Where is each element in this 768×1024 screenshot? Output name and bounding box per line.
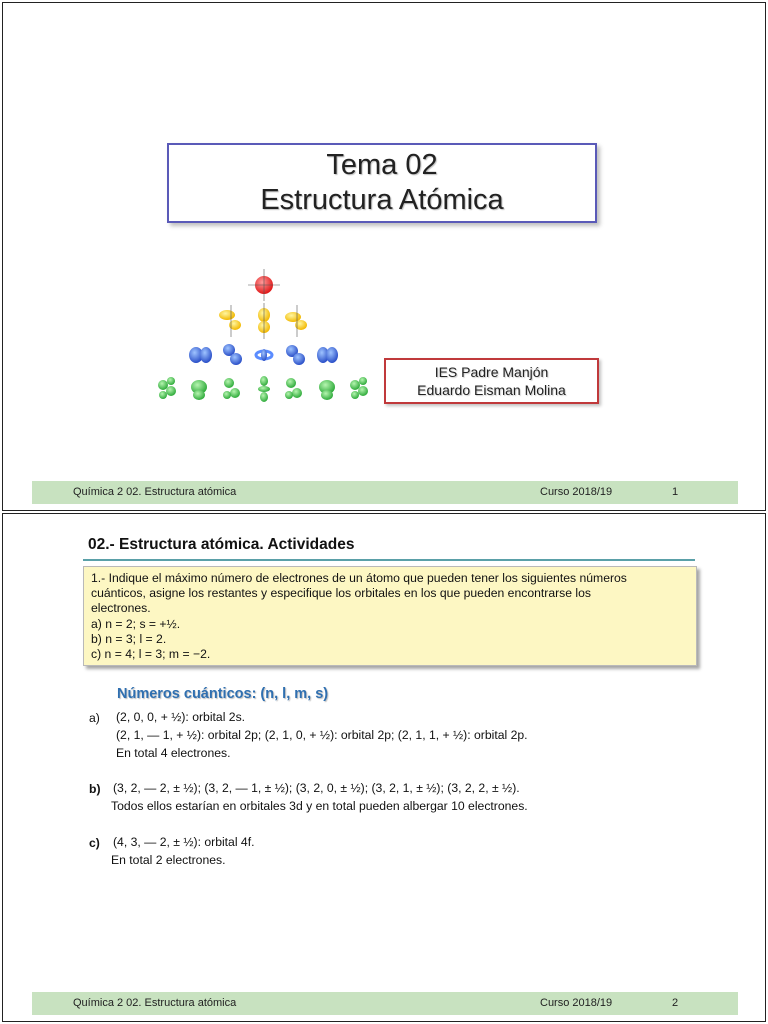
answer-a-line-2: (2, 1, — 1, + ½): orbital 2p; (2, 1, 0, + ½): orbital 2p; (2, 1, 1, + ½): orbital 2p. <box>116 728 528 742</box>
author-box <box>384 358 599 404</box>
question-line: 1.- Indique el máximo número de electrones de un átomo que pueden tener los siguientes números <box>91 571 627 585</box>
footer-subject: Química 2 02. Estructura atómica <box>73 997 237 1009</box>
footer-course: Curso 2018/19 <box>540 486 613 498</box>
d-orbitals <box>189 344 338 365</box>
slide-1 <box>2 2 766 511</box>
answer-b-line-1: (3, 2, — 2, ± ½); (3, 2, — 1, ± ½); (3, 2, 0, ± ½); (3, 2, 1, ± ½); (3, 2, 2, ± ½). <box>113 781 520 795</box>
slide-footer <box>32 481 738 504</box>
answer-b-line-2: Todos ellos estarían en orbitales 3d y en total pueden albergar 10 electrones. <box>111 799 528 813</box>
question-line: cuánticos, asigne los restantes y especifique los orbitales en los que pueden encontrarse los <box>91 586 591 601</box>
answer-a-line-1: (2, 0, 0, + ½): orbital 2s. <box>116 710 246 724</box>
answer-a-label: a) <box>89 711 100 725</box>
title-box <box>167 143 597 223</box>
slide-heading: 02.- Estructura atómica. Actividades <box>88 536 355 553</box>
answer-b-label: b) <box>89 782 101 796</box>
answers-title: Números cuánticos: (n, l, m, s) <box>117 686 329 702</box>
p-orbitals <box>219 303 307 339</box>
title-line-2: Estructura Atómica <box>260 184 504 216</box>
answer-c-line-2: En total 2 electrones. <box>111 853 226 867</box>
slide-2 <box>2 513 766 1022</box>
author-name: Eduardo Eisman Molina <box>417 382 566 398</box>
slide-footer <box>32 992 738 1015</box>
title-line-1: Tema 02 <box>326 149 438 181</box>
s-orbital <box>248 269 280 301</box>
question-line: electrones. <box>91 601 151 616</box>
question-item-b: b) n = 3; l = 2. <box>91 631 167 646</box>
footer-page-number: 2 <box>672 997 679 1009</box>
footer-page-number: 1 <box>672 486 679 498</box>
heading-rule <box>83 559 695 561</box>
question-box <box>83 566 697 666</box>
answer-c-label: c) <box>89 836 100 850</box>
answer-c-line-1: (4, 3, — 2, ± ½): orbital 4f. <box>113 835 255 849</box>
school-name: IES Padre Manjón <box>434 364 549 380</box>
footer-subject: Química 2 02. Estructura atómica <box>73 486 237 498</box>
f-orbitals <box>158 376 368 402</box>
question-item-a: a) n = 2; s = +½. <box>91 616 181 631</box>
footer-course: Curso 2018/19 <box>540 997 613 1009</box>
atomic-orbitals-illustration <box>151 265 381 410</box>
question-item-c: c) n = 4; l = 3; m = −2. <box>91 647 211 662</box>
answer-a-line-3: En total 4 electrones. <box>116 746 231 760</box>
